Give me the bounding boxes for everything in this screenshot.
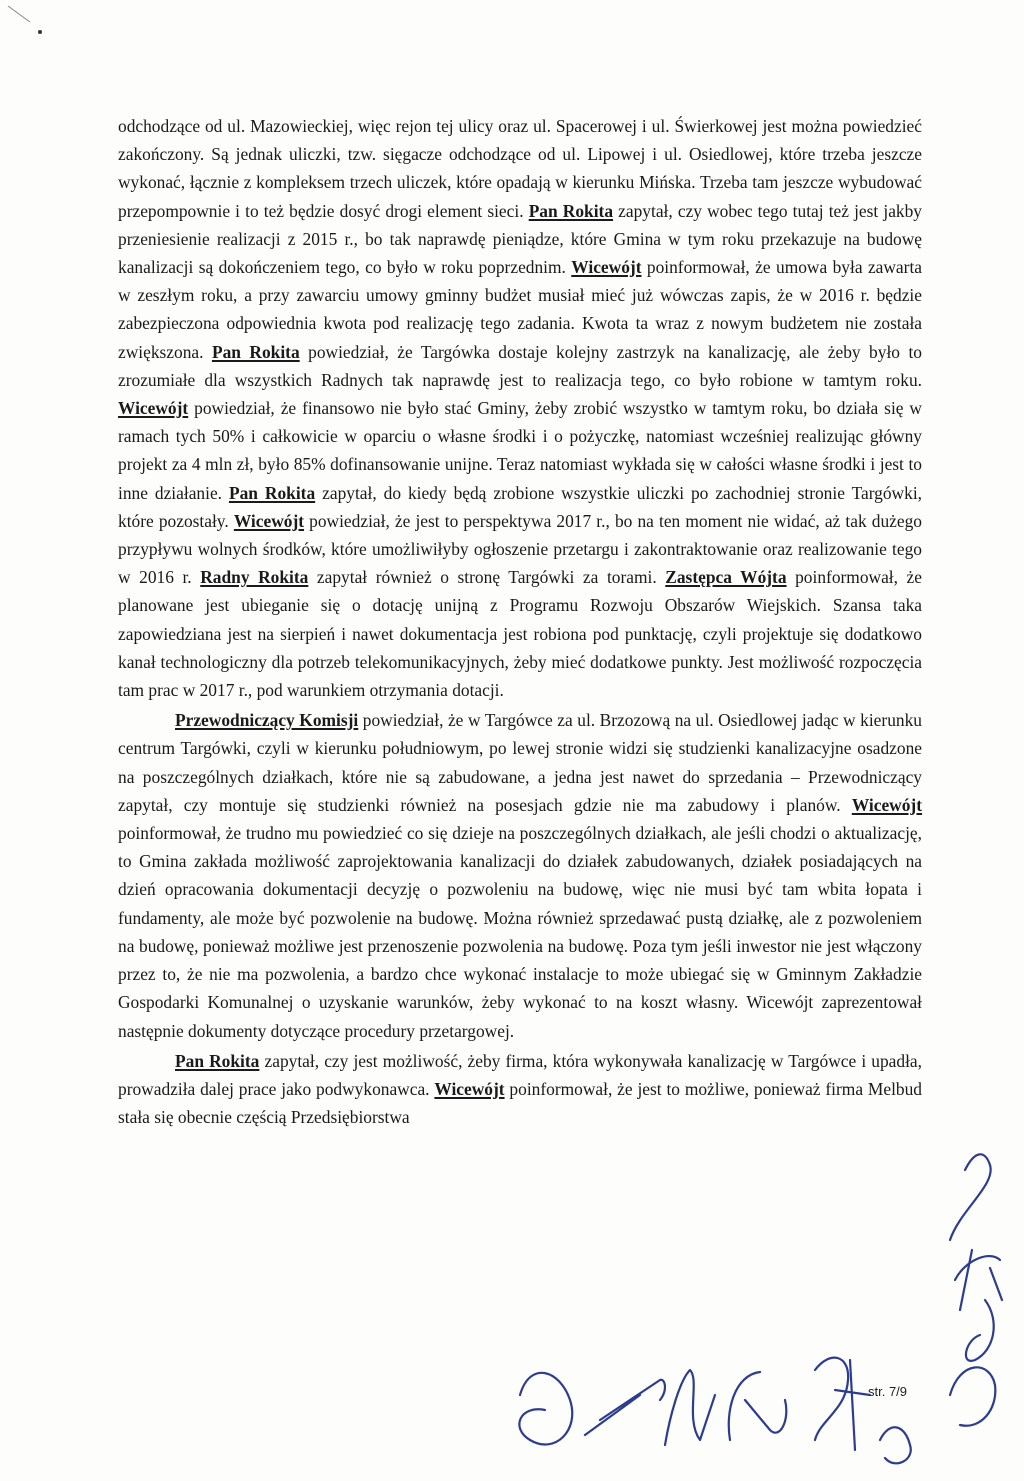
speaker-name: Pan Rokita bbox=[528, 200, 614, 221]
scan-marks bbox=[0, 0, 120, 60]
speaker-name: Pan Rokita bbox=[228, 482, 316, 503]
paragraph-text: powiedział, że w Targówce za ul. Brzozową na ul. Osiedlowej jadąc w kierunku centrum Targówki, czyli w kierunku południowym, po lewej stronie widzi się studzienki kanalizacyjne osadzone na poszczególnych działkach, które nie są zabudowane, a jedna jest nawet do sprzedania – Przewodniczący zapytał, czy montuje się studzienki również na posesjach gdzie nie ma zabudowy i planów. bbox=[118, 710, 922, 815]
document-body bbox=[118, 112, 922, 1131]
speaker-name: Przewodniczący Komisji bbox=[175, 710, 359, 731]
margin-signature-3 bbox=[966, 1300, 994, 1361]
paragraph-text: poinformował, że umowa była zawarta w zeszłym roku, a przy zawarciu umowy gminny budżet musiał mieć już wówczas zapis, że w 2016 r. będzie zabezpieczona odpowiednia kwota pod realizację tego zadania. Kwota ta wraz z nowym budżetem nie została zwiększona. bbox=[118, 257, 922, 362]
bottom-signature-2 bbox=[585, 1380, 665, 1435]
paragraph-text: zapytał, do kiedy będą zrobione wszystkie uliczki po zachodniej stronie Targówki, które pozostały. bbox=[118, 482, 922, 531]
paragraph-text: powiedział, że jest to perspektywa 2017 r., bo na ten moment nie widać, aż tak dużego przypływu wolnych środków, które umożliwiłyby ogłoszenie przetargu i zakontraktowanie oraz realizowanie tego w 2016 r. bbox=[118, 510, 922, 588]
margin-signature-4 bbox=[950, 1367, 995, 1425]
speaker-name: Wicewójt bbox=[571, 257, 642, 278]
bottom-signature-5 bbox=[815, 1358, 870, 1450]
paragraph bbox=[118, 1047, 922, 1132]
speaker-name: Pan Rokita bbox=[211, 341, 300, 362]
speaker-name: Wicewójt bbox=[434, 1078, 505, 1099]
bottom-signature-4 bbox=[729, 1372, 787, 1440]
speaker-name: Pan Rokita bbox=[175, 1050, 260, 1071]
margin-signature-2 bbox=[955, 1250, 1002, 1310]
speaker-name: Radny Rokita bbox=[200, 567, 309, 588]
paragraph-text: powiedział, że finansowo nie było stać Gminy, żeby zrobić wszystko w tamtym roku, bo działa się w ramach tych 50% i całkowicie w oparciu o własne środki i o pożyczkę, natomiast wcześniej realizując główny projekt za 4 mln zł, było 85% dofinansowanie unijne. Teraz natomiast wykłada się w całości własne środki i jest to inne działanie. bbox=[118, 398, 922, 503]
paragraph-text: odchodzące od ul. Mazowieckiej, więc rejon tej ulicy oraz ul. Spacerowej i ul. Świerkowej jest można powiedzieć zakończony. Są jednak uliczki, tzw. sięgacze odchodzące od ul. Lipowej i ul. Osiedlowej, które trzeba jeszcze wykonać, łącznie z kompleksem trzech uliczek, które opadają w kierunku Mińska. Trzeba tam jeszcze wybudować przepompownie i to też będzie dosyć drogi element sieci. bbox=[118, 116, 922, 221]
paragraph-text: poinformował, że jest to możliwe, ponieważ firma Melbud stała się obecnie częścią Przedsiębiorstwa bbox=[118, 1078, 922, 1128]
speaker-name: Zastępca Wójta bbox=[665, 567, 787, 588]
paragraph-text: zapytał również o stronę Targówki za torami. bbox=[308, 567, 666, 588]
paragraph-text: zapytał, czy wobec tego tutaj też jest jakby przeniesienie realizacji z 2015 r., bo tak naprawdę pieniądze, które Gmina w tym roku przekazuje na budowę kanalizacji są dokończeniem tego, co było w roku poprzednim. bbox=[118, 200, 922, 278]
paragraph bbox=[118, 112, 922, 704]
paragraph-text: powiedział, że Targówka dostaje kolejny zastrzyk na kanalizację, ale żeby było to zrozumiałe dla wszystkich Radnych tak naprawdę jest to realizacja tego, co było robione w tamtym roku. bbox=[118, 341, 922, 390]
paragraph bbox=[118, 706, 922, 1044]
bottom-signature-3 bbox=[665, 1370, 715, 1445]
paragraph-text: poinformował, że planowane jest ubieganie się o dotację unijną z Programu Rozwoju Obszarów Wiejskich. Szansa taka zapowiedziana jest na sierpień i nawet dokumentacja jest robiona pod punktację, czyli projektuje się dodatkowo kanał technologiczny dla potrzeb telekomunikacyjnych, żeby mieć dodatkowe punkty. Jest możliwość rozpoczęcia tam prac w 2017 r., pod warunkiem otrzymania dotacji. bbox=[118, 567, 922, 701]
speaker-name: Wicewójt bbox=[118, 398, 189, 419]
speaker-name: Wicewójt bbox=[233, 510, 305, 531]
speaker-name: Wicewójt bbox=[851, 794, 922, 815]
paragraph-text: zapytał, czy jest możliwość, żeby firma, która wykonywała kanalizację w Targówce i upadła, prowadziła dalej prace jako podwykonawca. bbox=[118, 1050, 922, 1099]
margin-signature-1 bbox=[950, 1154, 991, 1240]
bottom-signature-1 bbox=[519, 1373, 572, 1445]
bottom-signature-6 bbox=[880, 1427, 911, 1463]
page-number: str. 7/9 bbox=[868, 1384, 908, 1399]
paragraph-text: poinformował, że trudno mu powiedzieć co się dzieje na poszczególnych działkach, ale jeśli chodzi o aktualizację, to Gmina zakłada możliwość zaprojektowania kanalizacji do działek zabudowanych, działek posiadających na dzień opracowania dokumentacji decyzję o pozwoleniu na budowę, więc nie musi być tam wbita łopata i fundamenty, ale może być pozwolenie na budowę. Można również sprzedawać pustą działkę, ale z pozwoleniem na budowę, ponieważ możliwe jest przenoszenie pozwolenia na budowę. Poza tym jeśli inwestor nie jest włączony przez to, że nie ma pozwolenia, a bardzo chce wykonać instalacje to może ubiegać się w Gminnym Zakładzie Gospodarki Komunalnej o uzyskanie warunków, żeby wykonać to na koszt własny. Wicewójt zaprezentował następnie dokumenty dotyczące procedury przetargowej. bbox=[118, 823, 922, 1041]
